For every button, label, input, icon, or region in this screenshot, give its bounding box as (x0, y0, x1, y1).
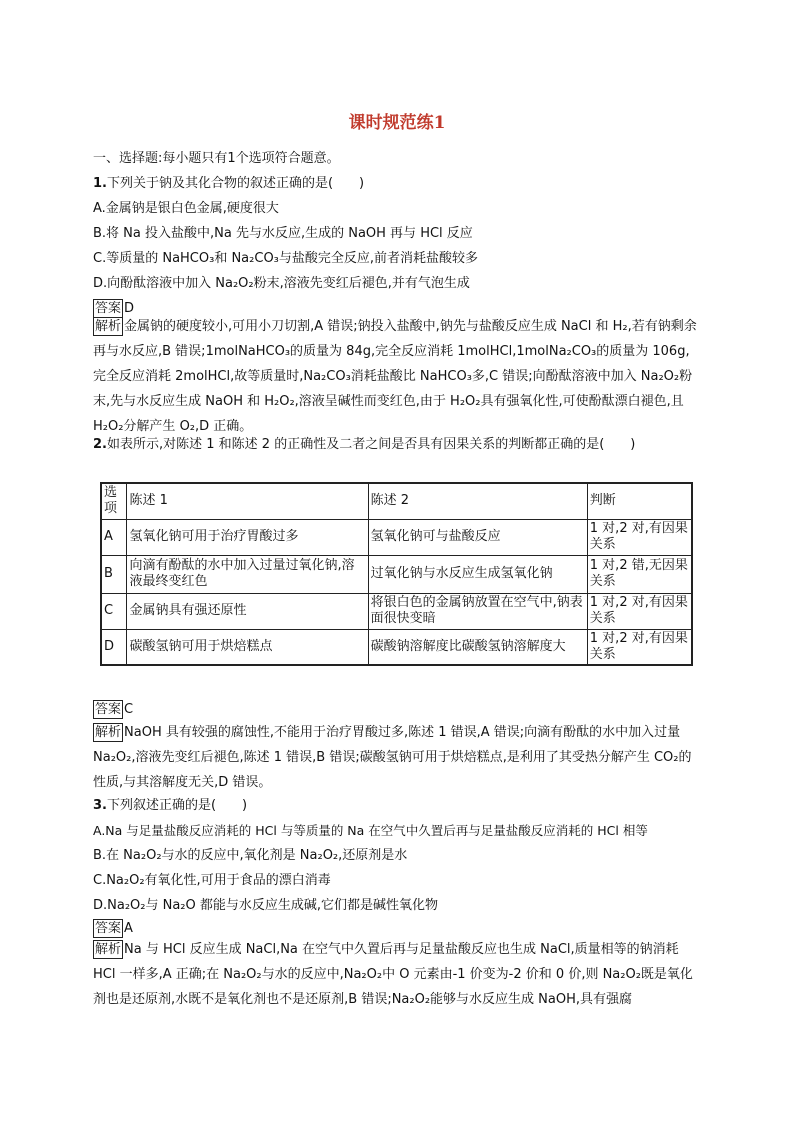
question-1-stem (93, 171, 699, 196)
option-a: A.Na 与足量盐酸反应消耗的 HCl 与等质量的 Na 在空气中久置后再与足量盐酸反应消耗的 HCl 相等 (93, 823, 648, 838)
analysis-label: 解析 (95, 319, 122, 334)
table-cell: 1 对,2 对,有因果关系 (587, 629, 692, 665)
header-cell: 陈述 2 (368, 483, 587, 519)
analysis-text: 金属钠的硬度较小,可用小刀切割,A 错误;钠投入盐酸中,钠先与盐酸反应生成 NaCl 和 H₂,若有钠剩余再与水反应,B 错误;1molNaHCO₃的质量为 84g,完全反应消耗 1molHCl,1molNa₂CO₃的质量为 106g,完全反应消耗 2molHCl,故等质量时,Na₂CO₃消耗盐酸比 NaHCO₃多,C 错误;向酚酞溶液中加入 Na₂O₂粉末,先与水反应生成 NaOH 和 H₂O₂,溶液呈碱性而变红色,由于 H₂O₂具有强氧化性,可使酚酞漂白褪色,且 H₂O₂分解产生 O₂,D 正确。 (93, 319, 697, 434)
table-cell: 向滴有酚酞的水中加入过量过氧化钠,溶液最终变红色 (127, 555, 368, 593)
answer-value: C (124, 702, 134, 717)
question-number: 2. (93, 437, 107, 452)
table-cell: 过氧化钠与水反应生成氢氧化钠 (368, 555, 587, 593)
table-cell: A (101, 519, 127, 555)
header-cell: 判断 (587, 483, 692, 519)
table-row (101, 593, 692, 629)
option-b: B.将 Na 投入盐酸中,Na 先与水反应,生成的 NaOH 再与 HCl 反应 (93, 226, 473, 241)
table-cell: 氢氧化钠可与盐酸反应 (368, 519, 587, 555)
comparison-table (100, 482, 693, 666)
table-cell: 碳酸氢钠可用于烘焙糕点 (127, 629, 368, 665)
table-cell: D (101, 629, 127, 665)
option-d: D.Na₂O₂与 Na₂O 都能与水反应生成碱,它们都是碱性氧化物 (93, 898, 439, 913)
answer-value: D (124, 301, 135, 316)
table-row (101, 555, 692, 593)
answer-value: A (124, 921, 133, 936)
table-cell: 1 对,2 对,有因果关系 (587, 593, 692, 629)
header-cell: 选项 (101, 483, 127, 519)
table-cell: 将银白色的金属钠放置在空气中,钠表面很快变暗 (368, 593, 587, 629)
answer-label: 答案 (95, 301, 122, 316)
option-b: B.在 Na₂O₂与水的反应中,氧化剂是 Na₂O₂,还原剂是水 (93, 848, 408, 863)
analysis-label: 解析 (95, 725, 122, 740)
question-text: 如表所示,对陈述 1 和陈述 2 的正确性及二者之间是否具有因果关系的判断都正确的是( ) (106, 437, 636, 452)
analysis-text: NaOH 具有较强的腐蚀性,不能用于治疗胃酸过多,陈述 1 错误,A 错误;向滴有酚酞的水中加入过量 Na₂O₂,溶液先变红后褪色,陈述 1 错误,B 错误;碳酸氢钠可用于烘焙糕点,是利用了其受热分解产生 CO₂的性质,与其溶解度无关,D 错误。 (93, 725, 692, 790)
table-cell: B (101, 555, 127, 593)
table-row (101, 629, 692, 665)
question-text: 下列关于钠及其化合物的叙述正确的是( ) (106, 176, 365, 191)
analysis-text: Na 与 HCl 反应生成 NaCl,Na 在空气中久置后再与足量盐酸反应也生成 NaCl,质量相等的钠消耗 HCl 一样多,A 正确;在 Na₂O₂与水的反应中,Na₂O₂中 O 元素由-1 价变为-2 价和 0 价,则 Na₂O₂既是氧化剂也是还原剂,水既不是氧化剂也不是还原剂,B 错误;Na₂O₂能够与水反应生成 NaOH,具有强腐 (93, 942, 693, 1007)
header-cell: 陈述 1 (127, 483, 368, 519)
question-number: 1. (93, 176, 107, 191)
table-cell: 1 对,2 错,无因果关系 (587, 555, 692, 593)
table-cell: 1 对,2 对,有因果关系 (587, 519, 692, 555)
option-a: A.金属钠是银白色金属,硬度很大 (93, 201, 279, 216)
table-cell: 金属钠具有强还原性 (127, 593, 368, 629)
analysis-block (93, 314, 699, 439)
option-c: C.等质量的 NaHCO₃和 Na₂CO₃与盐酸完全反应,前者消耗盐酸较多 (93, 251, 479, 266)
answer-label: 答案 (95, 702, 122, 717)
question-2-stem (93, 432, 699, 457)
analysis-block (93, 720, 699, 795)
question-number: 3. (93, 798, 107, 813)
answer-label: 答案 (95, 921, 122, 936)
table-row (101, 519, 692, 555)
option-d: D.向酚酞溶液中加入 Na₂O₂粉末,溶液先变红后褪色,并有气泡生成 (93, 276, 470, 291)
table-header-row (101, 483, 692, 519)
table-cell: 氢氧化钠可用于治疗胃酸过多 (127, 519, 368, 555)
table-cell: C (101, 593, 127, 629)
answer-row (93, 697, 699, 722)
question-text: 下列叙述正确的是( ) (106, 798, 248, 813)
table-cell: 碳酸钠溶解度比碳酸氢钠溶解度大 (368, 629, 587, 665)
analysis-block (93, 937, 699, 1012)
question-3-stem (93, 793, 699, 818)
page-title: 课时规范练1 (348, 113, 446, 133)
analysis-label: 解析 (95, 942, 122, 957)
section-intro: 一、选择题:每小题只有1个选项符合题意。 (93, 151, 340, 166)
option-c: C.Na₂O₂有氧化性,可用于食品的漂白消毒 (93, 873, 331, 888)
